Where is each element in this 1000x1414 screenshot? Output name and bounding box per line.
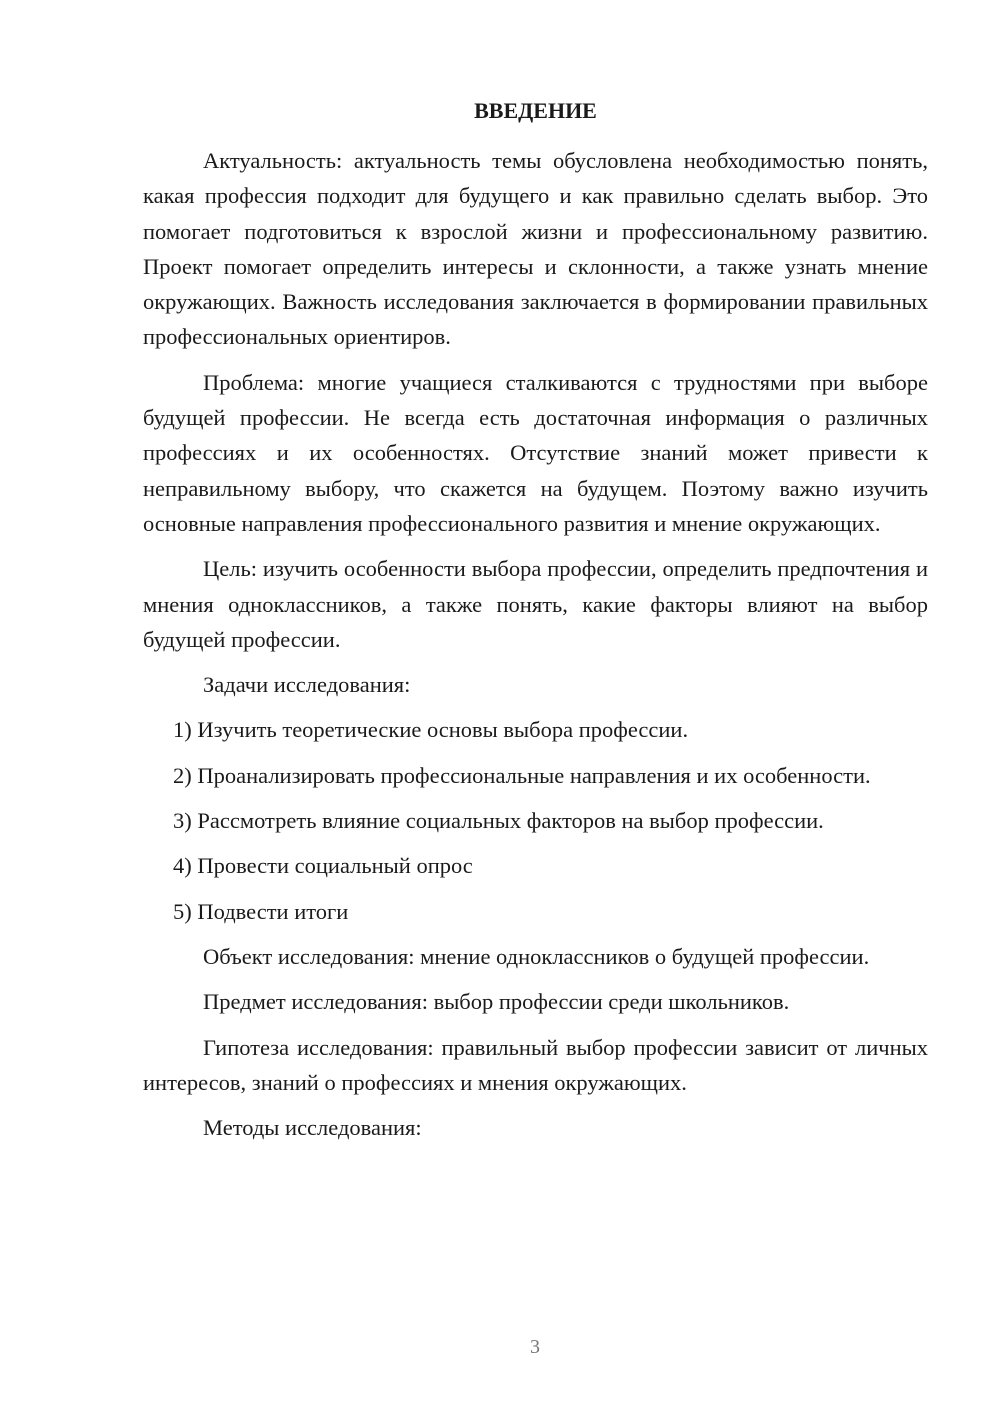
tasks-title: Задачи исследования: [203, 672, 411, 698]
task-item-4: 4) Провести социальный опрос [173, 853, 473, 879]
hypothesis-paragraph: Гипотеза исследования: правильный выбор профессии зависит от личных интересов, знаний о профессиях и мнения окружающих. [143, 1034, 928, 1095]
relevance-paragraph: Актуальность: актуальность темы обусловлена необходимостью понять, какая профессия подходит для будущего и как правильно сделать выбор. Это помогает подготовиться к взрослой жизни и профессиональному развитию. Проект помогает определить интересы и склонности, а также узнать мнение окружающих. Важность исследования заключается в формировании правильных профессиональных ориентиров. [143, 148, 928, 350]
section-heading: ВВЕДЕНИЕ [474, 98, 597, 123]
page-number: 3 [530, 1336, 540, 1358]
object-paragraph: Объект исследования: мнение одноклассников о будущей профессии. [203, 943, 870, 969]
goal-paragraph: Цель: изучить особенности выбора профессии, определить предпочтения и мнения одноклассников, а также понять, какие факторы влияют на выбор будущей профессии. [143, 556, 928, 652]
task-item-1: 1) Изучить теоретические основы выбора профессии. [173, 717, 689, 743]
task-item-3: 3) Рассмотреть влияние социальных факторов на выбор профессии. [173, 808, 824, 834]
document-body [143, 143, 928, 1155]
task-item-5: 5) Подвести итоги [173, 898, 349, 924]
problem-paragraph: Проблема: многие учащиеся сталкиваются с трудностями при выборе будущей профессии. Не всегда есть достаточная информация о различных профессиях и их особенностях. Отсутствие знаний может привести к неправильному выбору, что скажется на будущем. Поэтому важно изучить основные направления профессионального развития и мнение окружающих. [143, 369, 928, 536]
subject-paragraph: Предмет исследования: выбор профессии среди школьников. [203, 989, 790, 1015]
task-item-2: 2) Проанализировать профессиональные направления и их особенности. [173, 762, 871, 788]
methods-title: Методы исследования: [203, 1115, 422, 1141]
